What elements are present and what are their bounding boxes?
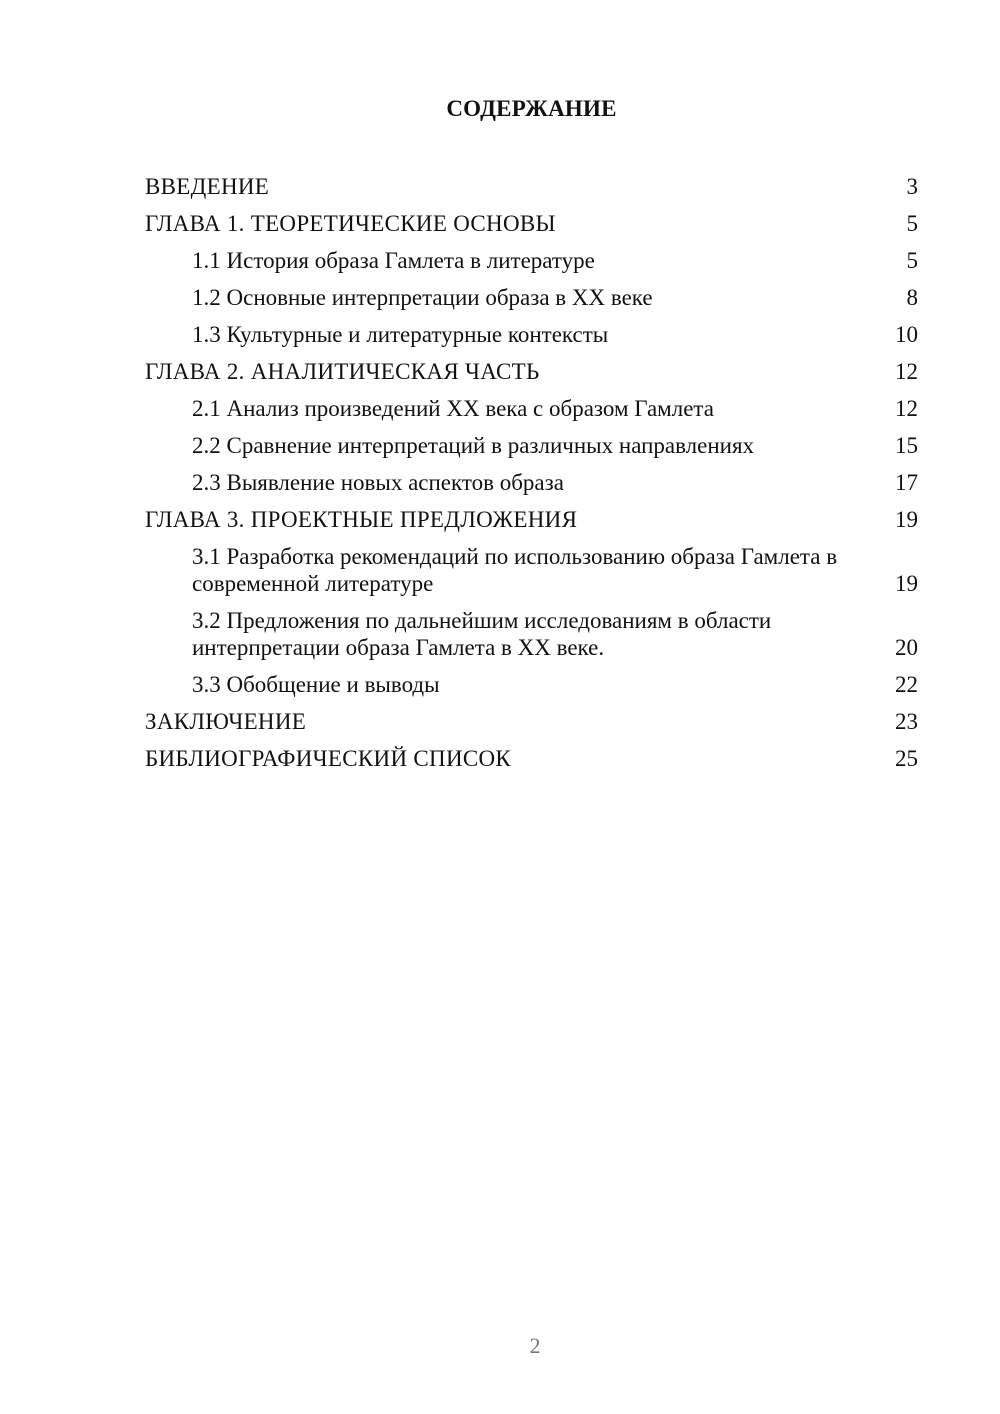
toc-entry-page: 20: [895, 635, 918, 660]
toc-entry-text: 1.2 Основные интерпретации образа в XX веке: [192, 285, 653, 310]
toc-entry-text: 2.2 Сравнение интерпретаций в различных направлениях: [192, 433, 755, 458]
toc-entry-conclusion[interactable]: [145, 703, 918, 740]
toc-entry-page: 10: [895, 322, 918, 347]
toc-entry-page: 15: [895, 433, 918, 458]
toc-entry-text: 2.1 Анализ произведений XX века с образом Гамлета: [192, 396, 714, 421]
toc-entry-bibliography[interactable]: [145, 740, 918, 777]
toc-entry-section-1-3[interactable]: [145, 316, 918, 353]
toc-entry-page: 22: [895, 672, 918, 697]
toc-entry-section-1-2[interactable]: [145, 279, 918, 316]
toc-entry-text: 3.3 Обобщение и выводы: [192, 672, 440, 697]
toc-entry-page: 19: [895, 507, 918, 532]
toc-title: СОДЕРЖАНИЕ: [446, 96, 617, 121]
toc-entry-chapter-3[interactable]: [145, 501, 918, 538]
toc-entry-section-3-3[interactable]: [145, 666, 918, 703]
toc-entry-text: 1.1 История образа Гамлета в литературе: [192, 248, 595, 273]
toc-entry-text: ВВЕДЕНИЕ: [145, 174, 270, 199]
table-of-contents: [145, 168, 918, 777]
toc-entry-section-1-1[interactable]: [145, 242, 918, 279]
toc-entry-section-2-2[interactable]: [145, 427, 918, 464]
toc-entry-page: 17: [895, 470, 918, 495]
toc-entry-text: ГЛАВА 1. ТЕОРЕТИЧЕСКИЕ ОСНОВЫ: [145, 211, 556, 236]
toc-entry-text: 3.2 Предложения по дальнейшим исследованиям в области интерпретации образа Гамлета в XX веке.: [192, 608, 772, 660]
toc-entry-section-3-2[interactable]: [145, 602, 918, 666]
toc-entry-chapter-1[interactable]: [145, 205, 918, 242]
toc-entry-page: 12: [895, 396, 918, 421]
toc-entry-text: ГЛАВА 2. АНАЛИТИЧЕСКАЯ ЧАСТЬ: [145, 359, 540, 384]
page-number: 2: [529, 1333, 541, 1358]
toc-entry-text: ГЛАВА 3. ПРОЕКТНЫЕ ПРЕДЛОЖЕНИЯ: [145, 507, 578, 532]
toc-entry-page: 8: [906, 285, 918, 310]
toc-entry-page: 5: [906, 211, 918, 236]
toc-entry-introduction[interactable]: [145, 168, 918, 205]
toc-entry-text: 2.3 Выявление новых аспектов образа: [192, 470, 564, 495]
toc-entry-text: БИБЛИОГРАФИЧЕСКИЙ СПИСОК: [145, 746, 512, 771]
toc-entry-page: 19: [895, 571, 918, 596]
toc-entry-page: 5: [906, 248, 918, 273]
toc-entry-text: ЗАКЛЮЧЕНИЕ: [145, 709, 307, 734]
toc-entry-text: 1.3 Культурные и литературные контексты: [192, 322, 609, 347]
toc-entry-page: 12: [895, 359, 918, 384]
toc-entry-text: 3.1 Разработка рекомендаций по использованию образа Гамлета в современной литературе: [192, 544, 838, 596]
toc-entry-section-2-1[interactable]: [145, 390, 918, 427]
toc-entry-page: 23: [895, 709, 918, 734]
toc-entry-chapter-2[interactable]: [145, 353, 918, 390]
toc-entry-section-3-1[interactable]: [145, 538, 918, 602]
toc-entry-page: 25: [895, 746, 918, 771]
toc-entry-section-2-3[interactable]: [145, 464, 918, 501]
toc-entry-page: 3: [906, 174, 918, 199]
